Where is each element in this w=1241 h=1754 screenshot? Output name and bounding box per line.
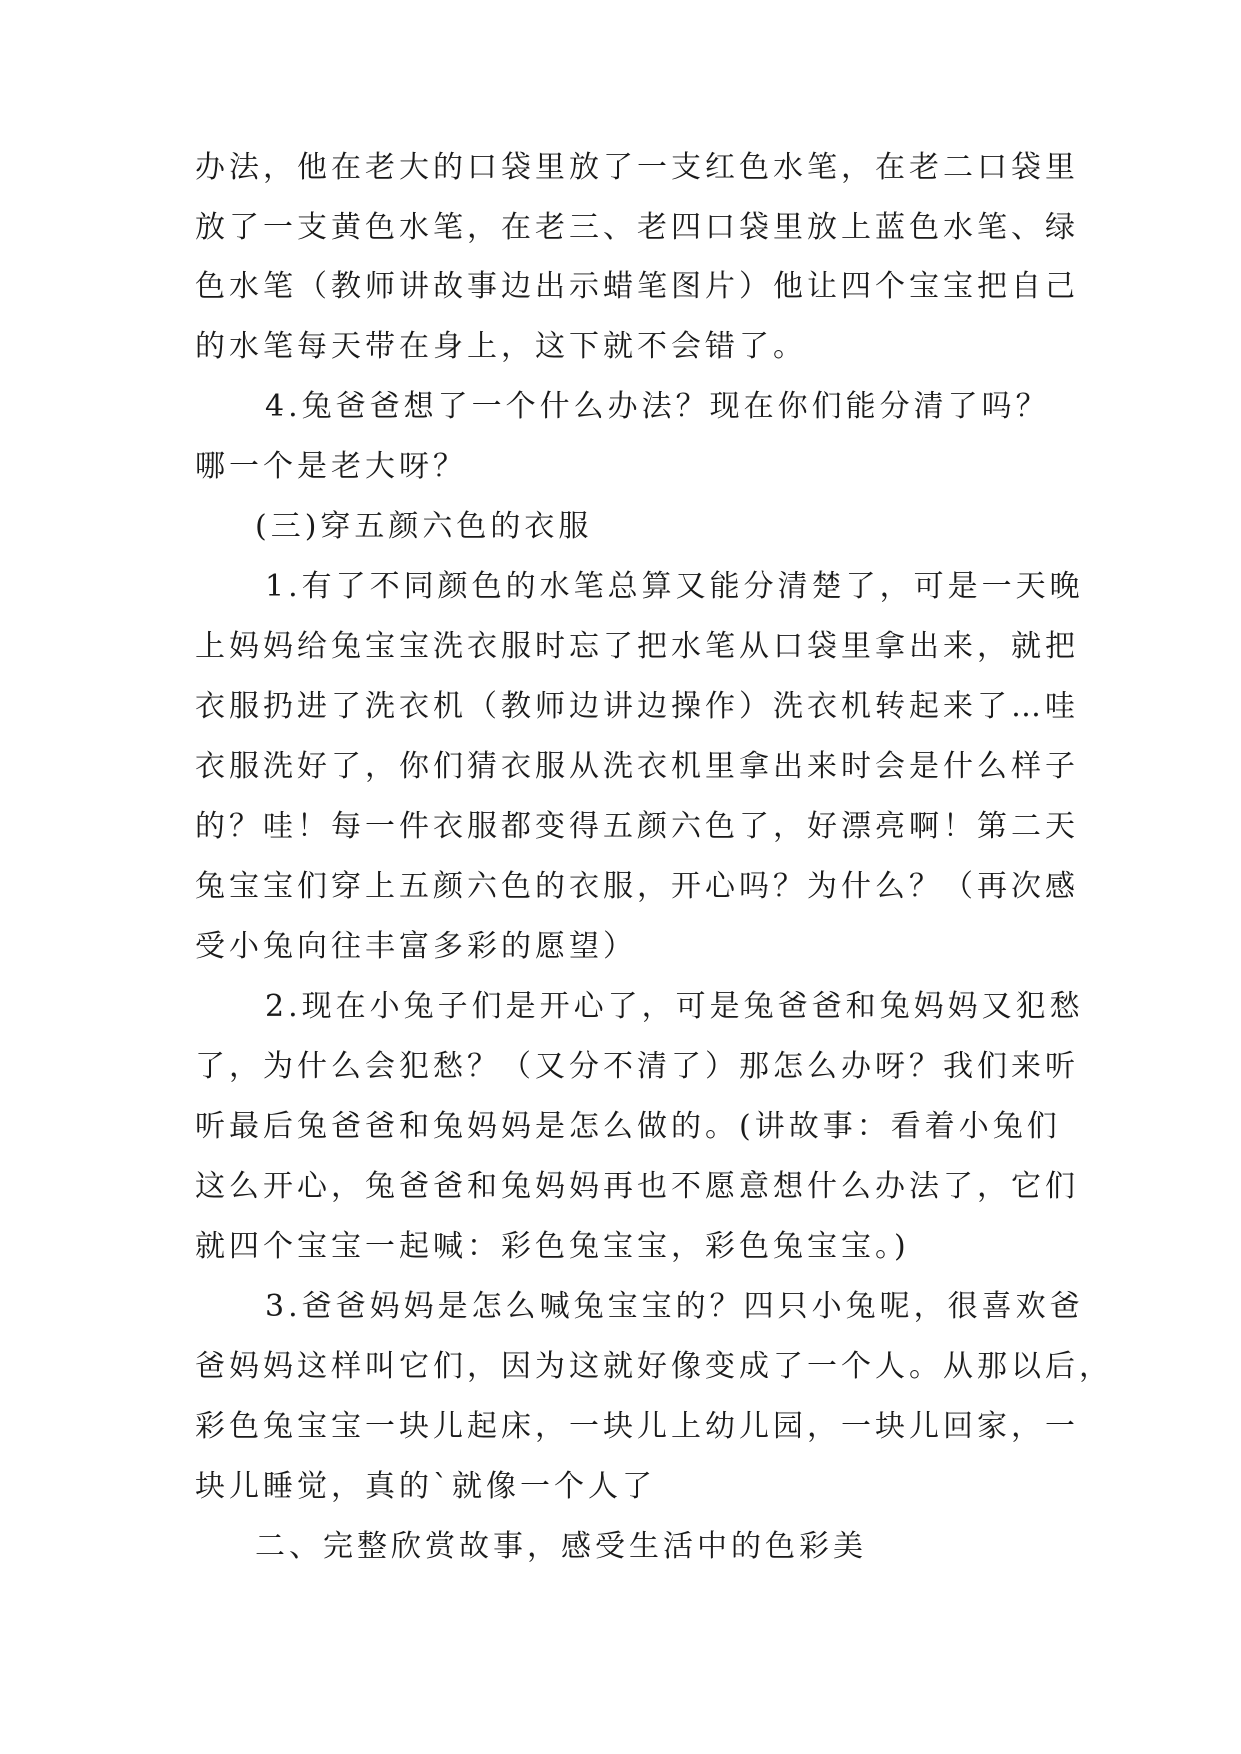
text-line: 彩色兔宝宝一块儿起床，一块儿上幼儿园，一块儿回家，一 bbox=[195, 1409, 1079, 1444]
text-line: 放了一支黄色水笔，在老三、老四口袋里放上蓝色水笔、绿 bbox=[195, 210, 1079, 245]
text-line: 哪一个是老大呀？ bbox=[195, 449, 467, 484]
text-line: 4.兔爸爸想了一个什么办法？现在你们能分清了吗？ bbox=[265, 389, 1050, 424]
text-line: 的？哇！每一件衣服都变得五颜六色了，好漂亮啊！第二天 bbox=[195, 809, 1079, 844]
text-line: 3.爸爸妈妈是怎么喊兔宝宝的？四只小兔呢，很喜欢爸 bbox=[265, 1289, 1084, 1324]
text-line: 块儿睡觉，真的`就像一个人了 bbox=[195, 1469, 656, 1504]
text-line: 的水笔每天带在身上，这下就不会错了。 bbox=[195, 329, 807, 364]
text-line: 爸妈妈这样叫它们，因为这就好像变成了一个人。从那以后， bbox=[195, 1349, 1113, 1384]
text-line: 受小兔向往丰富多彩的愿望） bbox=[195, 929, 637, 964]
text-line: 办法，他在老大的口袋里放了一支红色水笔，在老二口袋里 bbox=[195, 150, 1079, 185]
text-line: 听最后兔爸爸和兔妈妈是怎么做的。(讲故事：看着小兔们 bbox=[195, 1109, 1061, 1144]
section-heading: (三)穿五颜六色的衣服 bbox=[255, 509, 593, 544]
text-line: 1.有了不同颜色的水笔总算又能分清楚了，可是一天晚 bbox=[265, 569, 1084, 604]
text-line: 上妈妈给兔宝宝洗衣服时忘了把水笔从口袋里拿出来，就把 bbox=[195, 629, 1079, 664]
section-heading: 二、完整欣赏故事，感受生活中的色彩美 bbox=[255, 1529, 867, 1564]
text-line: 了，为什么会犯愁？（又分不清了）那怎么办呀？我们来听 bbox=[195, 1049, 1079, 1084]
text-line: 衣服洗好了，你们猜衣服从洗衣机里拿出来时会是什么样子 bbox=[195, 749, 1079, 784]
text-line: 2.现在小兔子们是开心了，可是兔爸爸和兔妈妈又犯愁 bbox=[265, 989, 1084, 1024]
text-line: 兔宝宝们穿上五颜六色的衣服，开心吗？为什么？（再次感 bbox=[195, 869, 1079, 904]
text-line: 色水笔（教师讲故事边出示蜡笔图片）他让四个宝宝把自己 bbox=[195, 269, 1079, 304]
text-line: 衣服扔进了洗衣机（教师边讲边操作）洗衣机转起来了…哇 bbox=[195, 689, 1079, 724]
text-line: 就四个宝宝一起喊：彩色兔宝宝，彩色兔宝宝。) bbox=[195, 1229, 910, 1264]
text-line: 这么开心，兔爸爸和兔妈妈再也不愿意想什么办法了，它们 bbox=[195, 1169, 1079, 1204]
